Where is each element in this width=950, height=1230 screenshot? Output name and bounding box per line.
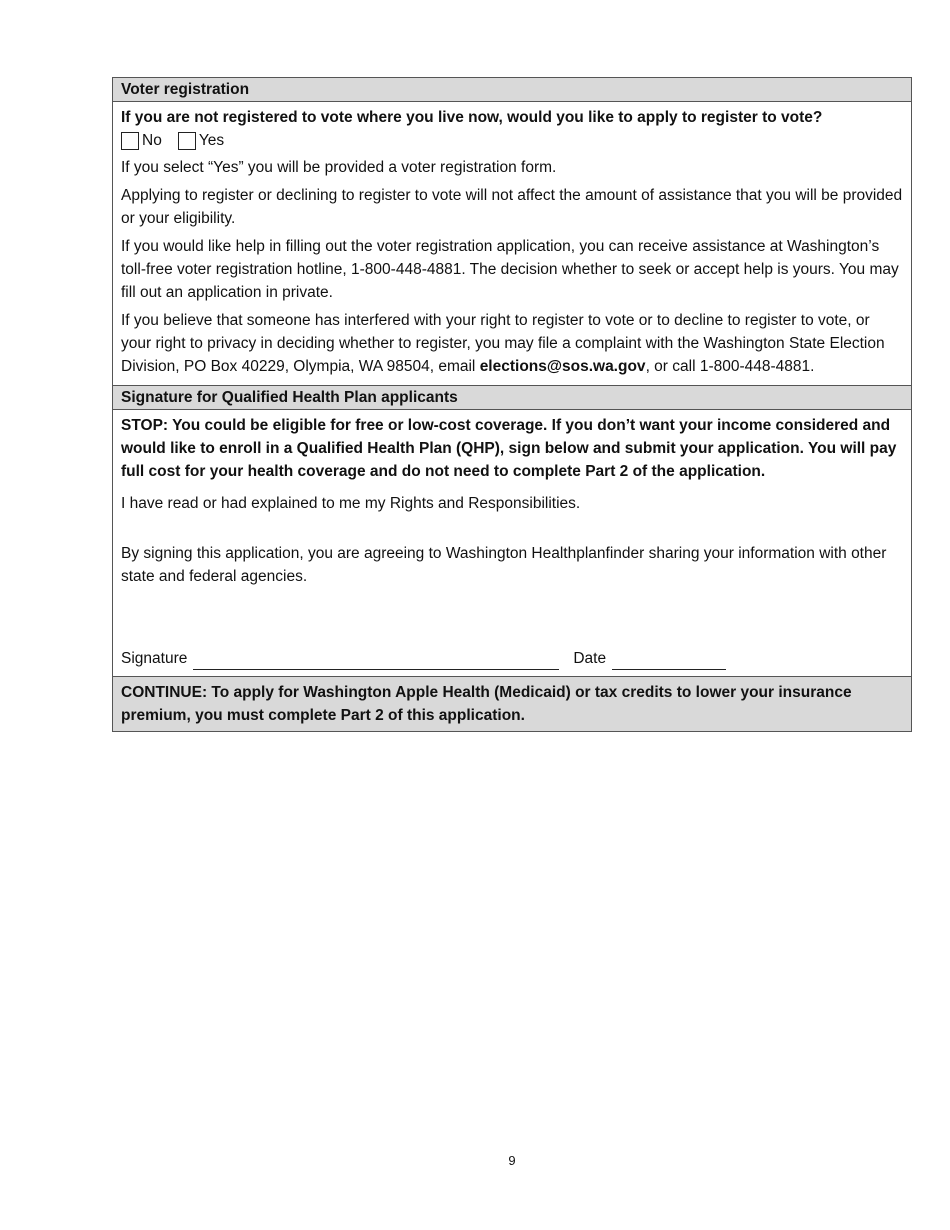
voter-eligibility-note: Applying to register or declining to register to vote will not affect the amount of assistance that you will be provided or your eligibility.: [121, 187, 903, 227]
voter-registration-body: [113, 102, 911, 385]
date-label: Date: [573, 650, 607, 667]
voter-options: [121, 129, 903, 152]
signature-field[interactable]: [193, 651, 559, 670]
spacer: [121, 593, 903, 647]
qhp-signature-header: Signature for Qualified Health Plan applicants: [113, 385, 911, 410]
page-number: 9: [508, 1153, 516, 1168]
voter-form-note: If you select “Yes” you will be provided a voter registration form.: [121, 159, 557, 176]
qhp-signature-body: [113, 410, 911, 676]
voter-complaint-note: [121, 309, 903, 378]
no-checkbox[interactable]: [121, 132, 139, 150]
continue-notice: CONTINUE: To apply for Washington Apple Health (Medicaid) or tax credits to lower your insurance premium, you must complete Part 2 of this application.: [113, 676, 911, 731]
spacer: [121, 520, 903, 542]
yes-checkbox[interactable]: [178, 132, 196, 150]
signature-label: Signature: [121, 650, 188, 667]
stop-notice: STOP: You could be eligible for free or low-cost coverage. If you don’t want your income considered and would like to enroll in a Qualified Health Plan (QHP), sign below and submit your application. You will pay full cost for your health coverage and do not need to complete Part 2 of the application.: [121, 417, 897, 480]
signature-row: [121, 647, 903, 670]
voter-registration-header: Voter registration: [113, 78, 911, 102]
form-table: [112, 77, 912, 732]
sharing-statement: By signing this application, you are agreeing to Washington Healthplanfinder sharing your information with other state and federal agencies.: [121, 545, 887, 585]
voter-question: If you are not registered to vote where you live now, would you like to apply to register to vote?: [121, 109, 823, 126]
complaint-text: If you believe that someone has interfered with your right to register to vote or to decline to register to vote, or your right to privacy in deciding whether to register, you may file a complaint with the Washington State Election Division, PO Box 40229, Olympia, WA 98504, email: [121, 312, 885, 375]
election-email-link[interactable]: elections@sos.wa.gov: [479, 358, 646, 375]
date-field[interactable]: [612, 651, 726, 670]
no-label: No: [142, 132, 162, 149]
complaint-text-end: , or call 1-800-448-4881.: [645, 358, 815, 375]
yes-label: Yes: [198, 132, 225, 149]
rights-statement: I have read or had explained to me my Rights and Responsibilities.: [121, 495, 581, 512]
voter-help-note: If you would like help in filling out the voter registration application, you can receive assistance at Washington’s toll-free voter registration hotline, 1-800-448-4881. The decision whether to seek or accept help is yours. You may fill out an application in private.: [121, 238, 899, 301]
